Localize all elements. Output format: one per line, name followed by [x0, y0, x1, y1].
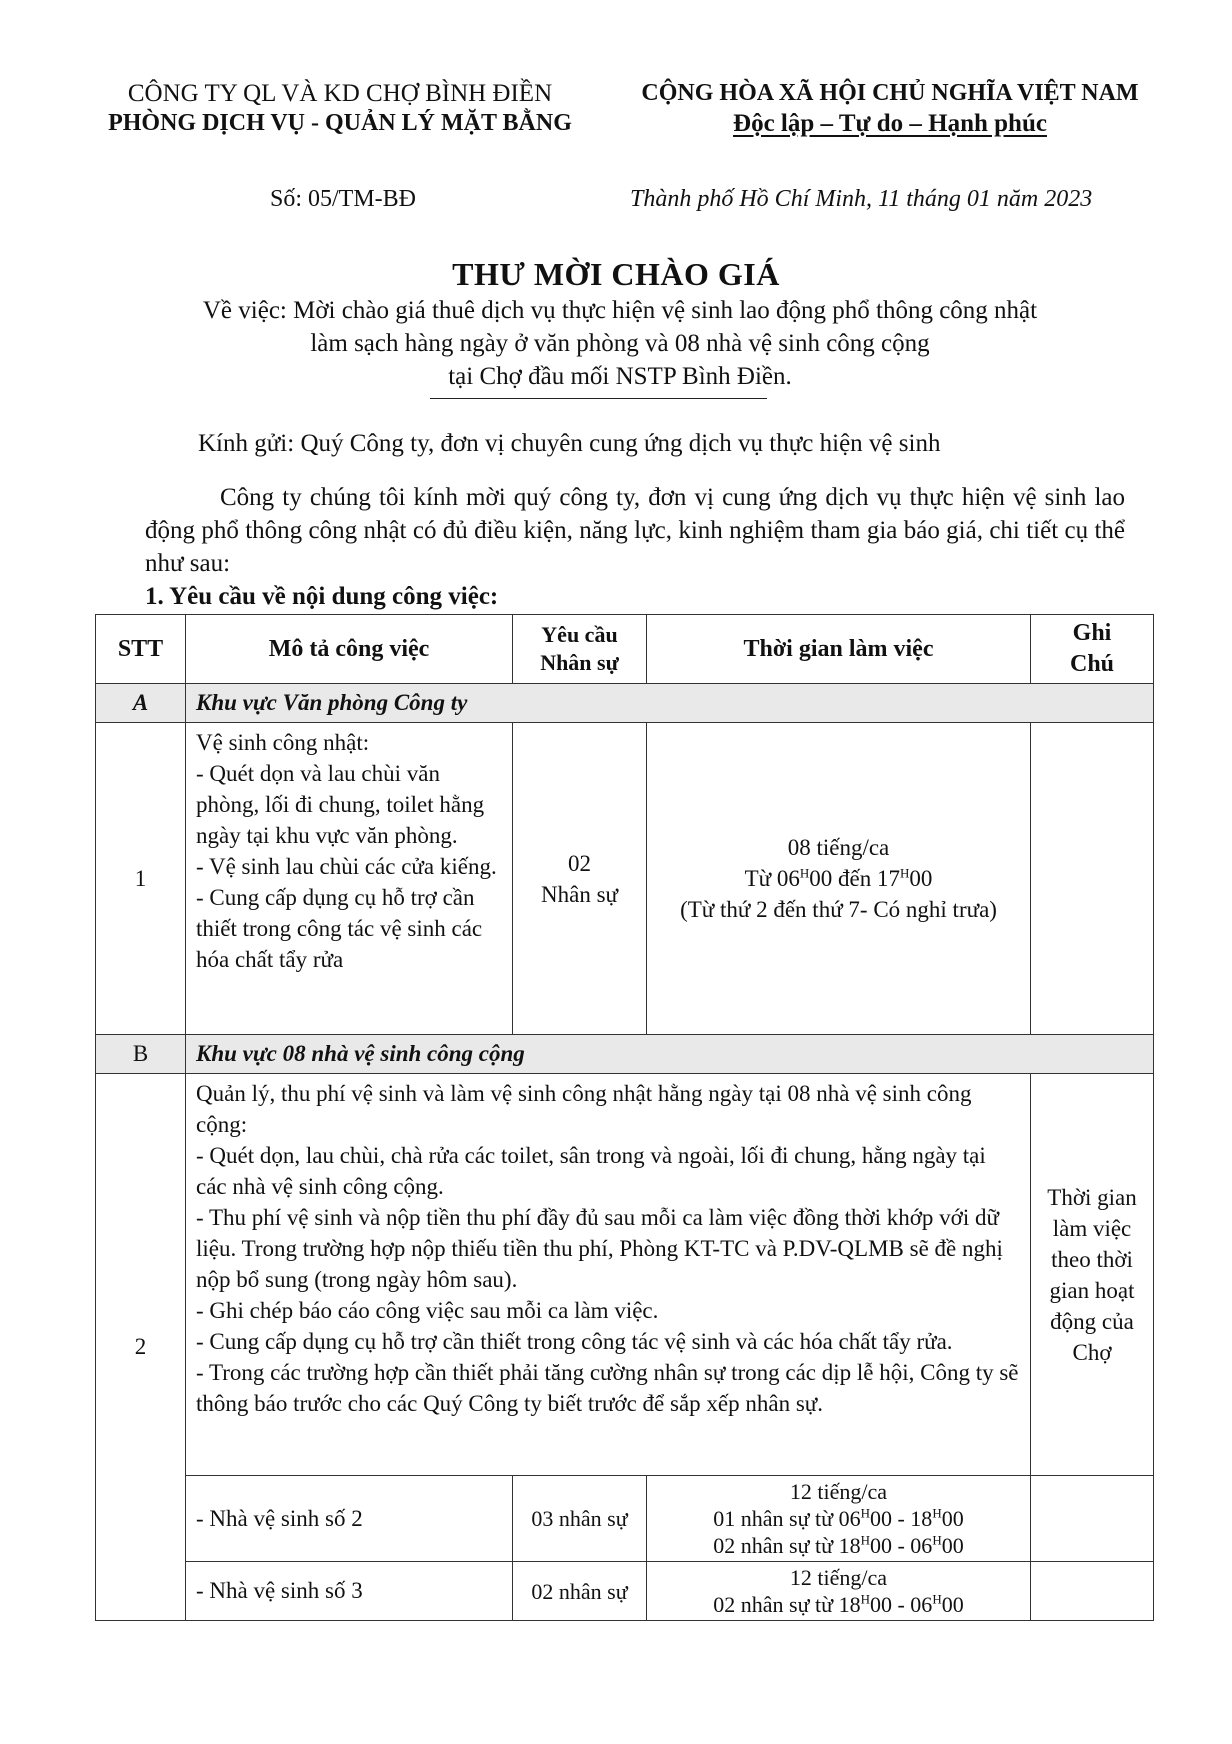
subject-line-2: làm sạch hàng ngày ở văn phòng và 08 nhà vệ sinh công cộng: [310, 330, 930, 357]
row1-staff-count: 02: [568, 850, 591, 876]
section-a-label: Khu vực Văn phòng Công ty: [186, 684, 1154, 723]
sub-row-note: [1031, 1476, 1154, 1562]
sub-row-time-line1: 12 tiếng/ca: [789, 1565, 888, 1590]
row1-time-from-sup: H: [799, 865, 810, 881]
sub-row-time-line1: 12 tiếng/ca: [789, 1479, 888, 1504]
row1-time-end: 00: [909, 866, 933, 891]
header-staff-line1: Yêu cầu: [541, 622, 618, 647]
subject-line-3: tại Chợ đầu mối NSTP Bình Điền.: [448, 363, 792, 390]
section-b-row: [96, 1035, 1154, 1074]
sub-row-shift-2: [657, 1532, 1020, 1559]
department-name-text: PHÒNG DỊCH VỤ - QUẢN LÝ MẶT BẰNG: [108, 110, 572, 136]
row1-stt: 1: [96, 723, 186, 1035]
sub-row-staff: 03 nhân sự: [513, 1476, 647, 1562]
section-b-label: Khu vực 08 nhà vệ sinh công cộng: [186, 1035, 1154, 1074]
row1-time-line3: (Từ thứ 2 đến thứ 7- Có nghỉ trưa): [680, 897, 997, 922]
sub-row-shift-1: [657, 1505, 1020, 1532]
sub-row-note: [1031, 1562, 1154, 1621]
national-motto: [610, 110, 1170, 138]
table-row: [96, 1562, 1154, 1621]
table-row: [96, 1074, 1154, 1476]
row1-staff: [513, 723, 647, 1035]
sub-row-name: - Nhà vệ sinh số 2: [186, 1476, 513, 1562]
sub-row-staff: 02 nhân sự: [513, 1562, 647, 1621]
row1-description: [186, 723, 513, 1035]
shift-b: 00 - 06: [869, 1592, 933, 1617]
row2-desc-line: Quản lý, thu phí vệ sinh và làm vệ sinh công nhật hằng ngày tại 08 nhà vệ sinh công cộng:: [196, 1081, 972, 1137]
section-a-row: [96, 684, 1154, 723]
row1-staff-unit: Nhân sự: [541, 881, 618, 907]
recipient-line: Kính gửi: Quý Công ty, đơn vị chuyên cung ứng dịch vụ thực hiện vệ sinh: [198, 430, 941, 457]
table-header-row: [96, 615, 1154, 684]
section-1-heading: 1. Yêu cầu về nội dung công việc:: [145, 583, 499, 610]
row1-time-line1: 08 tiếng/ca: [787, 835, 890, 860]
section-b-code: B: [96, 1035, 186, 1074]
header-note-line1: Ghi: [1072, 620, 1112, 646]
sub-row-shift-1: [657, 1591, 1020, 1618]
row1-desc-line: - Quét dọn và lau chùi văn phòng, lối đi chung, toilet hằng ngày tại khu vực văn phòng.: [196, 761, 485, 848]
header-staff-line2: Nhân sự: [540, 650, 619, 675]
shift-sup: H: [932, 1591, 942, 1607]
shift-sup: H: [860, 1505, 870, 1521]
document-number: Số: 05/TM-BĐ: [270, 186, 417, 212]
subject-underline: [430, 398, 767, 399]
shift-a: 02 nhân sự từ 18: [713, 1533, 861, 1558]
company-name: CÔNG TY QL VÀ KD CHỢ BÌNH ĐIỀN: [127, 80, 553, 107]
shift-sup: H: [932, 1532, 942, 1548]
header-note-line2: Chú: [1069, 651, 1115, 677]
shift-c: 00: [941, 1506, 964, 1531]
row1-desc-line: - Cung cấp dụng cụ hỗ trợ cần thiết trong công tác vệ sinh các hóa chất tẩy rửa: [196, 885, 483, 972]
sub-row-time: [647, 1562, 1031, 1621]
national-motto-text: Độc lập – Tự do – Hạnh phúc: [733, 110, 1047, 137]
shift-sup: H: [860, 1532, 870, 1548]
document-title: THƯ MỜI CHÀO GIÁ: [452, 256, 780, 292]
row2-desc-line: - Ghi chép báo cáo công việc sau mỗi ca làm việc.: [196, 1298, 659, 1323]
sub-row-time: [647, 1476, 1031, 1562]
row1-time-from: Từ 06: [744, 866, 800, 891]
national-title: CỘNG HÒA XÃ HỘI CHỦ NGHĨA VIỆT NAM: [641, 80, 1139, 106]
work-requirements-table: [95, 614, 1154, 1621]
row1-note: [1031, 723, 1154, 1035]
header-note: [1031, 615, 1154, 684]
shift-c: 00: [941, 1592, 964, 1617]
row1-time-to-sup: H: [899, 865, 910, 881]
department-name: [80, 110, 600, 137]
row1-time-mid: 00 đến 17: [809, 866, 900, 891]
row2-note: Thời gian làm việc theo thời gian hoạt động của Chợ: [1031, 1074, 1154, 1476]
header-stt: STT: [96, 615, 186, 684]
shift-sup: H: [860, 1591, 870, 1607]
intro-paragraph: Công ty chúng tôi kính mời quý công ty, đơn vị cung ứng dịch vụ thực hiện vệ sinh lao động phổ thông công nhật có đủ điều kiện, năng lực, kinh nghiệm tham gia báo giá, chi tiết cụ thể như sau:: [145, 484, 1125, 577]
row2-desc-line: - Quét dọn, lau chùi, chà rửa các toilet, sân trong và ngoài, lối đi chung, hằng ngày tại các nhà vệ sinh công cộng.: [196, 1143, 986, 1199]
shift-b: 00 - 18: [869, 1506, 933, 1531]
document-subject: [120, 294, 1120, 393]
document-date: Thành phố Hồ Chí Minh, 11 tháng 01 năm 2023: [630, 186, 1093, 212]
shift-a: 01 nhân sự từ 06: [713, 1506, 861, 1531]
shift-c: 00: [941, 1533, 964, 1558]
header-staff: [513, 615, 647, 684]
shift-a: 02 nhân sự từ 18: [713, 1592, 861, 1617]
header-description: Mô tả công việc: [186, 615, 513, 684]
table-row: [96, 1476, 1154, 1562]
shift-b: 00 - 06: [869, 1533, 933, 1558]
row1-time-line2: [657, 863, 1020, 894]
sub-row-name: - Nhà vệ sinh số 3: [186, 1562, 513, 1621]
row2-desc-line: - Cung cấp dụng cụ hỗ trợ cần thiết trong công tác vệ sinh và các hóa chất tẩy rửa.: [196, 1329, 953, 1354]
row2-desc-line: - Thu phí vệ sinh và nộp tiền thu phí đầy đủ sau mỗi ca làm việc đồng thời khớp với dữ liệu. Trong trường hợp nộp thiếu tiền thu phí, Phòng KT-TC và P.DV-QLMB sẽ đề nghị nộp bổ sung (trong ngày hôm sau).: [196, 1205, 1003, 1292]
section-a-code: A: [96, 684, 186, 723]
shift-sup: H: [932, 1505, 942, 1521]
row1-desc-line: Vệ sinh công nhật:: [196, 730, 370, 755]
table-row: [96, 723, 1154, 1035]
row2-description: [186, 1074, 1031, 1476]
header-time: Thời gian làm việc: [647, 615, 1031, 684]
row2-stt: 2: [96, 1074, 186, 1621]
row2-desc-line: - Trong các trường hợp cần thiết phải tăng cường nhân sự trong các dịp lễ hội, Công ty sẽ thông báo trước cho các Quý Công ty biết trước để sắp xếp nhân sự.: [196, 1360, 1019, 1416]
row1-desc-line: - Vệ sinh lau chùi các cửa kiếng.: [196, 854, 497, 879]
row1-time: [647, 723, 1031, 1035]
subject-line-1: Về việc: Mời chào giá thuê dịch vụ thực hiện vệ sinh lao động phổ thông công nhật: [202, 297, 1038, 324]
